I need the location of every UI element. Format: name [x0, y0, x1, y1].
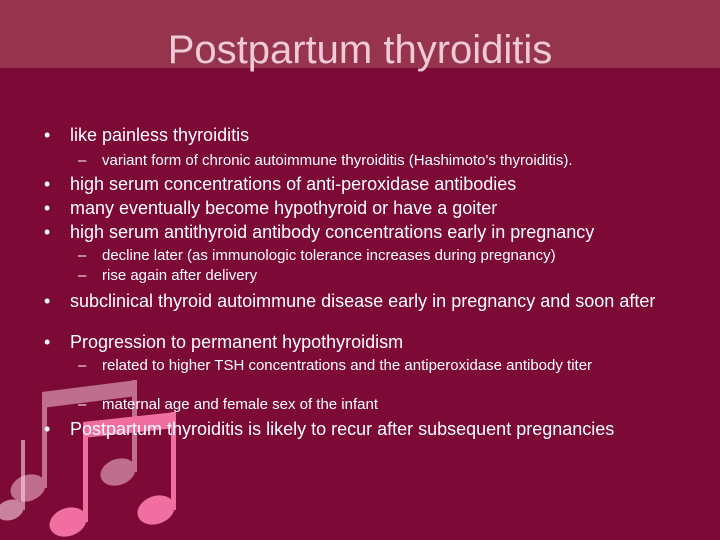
slide-title: Postpartum thyroiditis — [167, 28, 553, 72]
sub-bullet-marker: – — [78, 247, 87, 264]
bullet-marker: • — [44, 291, 51, 311]
sub-bullet-item — [78, 358, 662, 373]
sub-bullet-text: rise again after delivery — [102, 267, 258, 284]
bullet-item — [44, 223, 694, 242]
sub-bullet-marker: – — [78, 152, 87, 169]
bullet-marker: • — [44, 419, 51, 439]
bullet-text: Progression to permanent hypothyroidism — [70, 332, 404, 352]
bullet-item — [44, 126, 694, 145]
sub-bullet-item — [78, 248, 678, 263]
sub-bullet-marker: – — [78, 357, 87, 374]
bullet-item — [44, 292, 684, 311]
sub-bullet-marker: – — [78, 396, 87, 413]
bullet-item — [44, 420, 694, 439]
bullet-marker: • — [44, 222, 51, 242]
bullet-marker: • — [44, 174, 51, 194]
sub-bullet-text: related to higher TSH concentrations and the antiperoxidase antibody titer — [102, 357, 593, 374]
bullet-marker: • — [44, 332, 51, 352]
sub-bullet-text: decline later (as immunologic tolerance increases during pregnancy) — [102, 247, 556, 264]
sub-bullet-item — [78, 268, 678, 283]
bullet-marker: • — [44, 125, 51, 145]
sub-bullet-text: maternal age and female sex of the infant — [102, 396, 379, 413]
bullet-text: like painless thyroiditis — [70, 125, 250, 145]
bullet-item — [44, 333, 694, 352]
sub-bullet-marker: – — [78, 267, 87, 284]
bullet-text: high serum antithyroid antibody concentrations early in pregnancy — [70, 222, 595, 242]
sub-bullet-item — [78, 153, 678, 168]
bullet-text: subclinical thyroid autoimmune disease early in pregnancy and soon after — [70, 291, 656, 311]
bullet-item — [44, 199, 694, 218]
bullet-text: high serum concentrations of anti-peroxidase antibodies — [70, 174, 517, 194]
bullet-text: many eventually become hypothyroid or have a goiter — [70, 198, 498, 218]
bullet-marker: • — [44, 198, 51, 218]
bullet-text: Postpartum thyroiditis is likely to recur after subsequent pregnancies — [70, 419, 615, 439]
sub-bullet-text: variant form of chronic autoimmune thyroiditis (Hashimoto's thyroiditis). — [102, 152, 573, 169]
sub-bullet-item — [78, 397, 678, 412]
bullet-item — [44, 175, 694, 194]
